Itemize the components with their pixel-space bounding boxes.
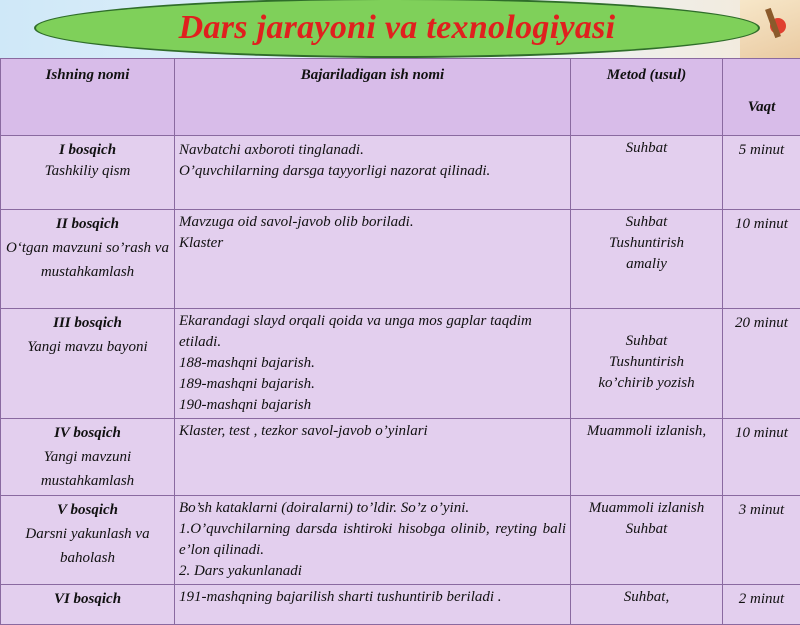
time-value: 2 minut — [727, 587, 796, 610]
stage-cell — [1, 136, 175, 210]
time-cell — [723, 496, 800, 585]
stage-number: II bosqich — [5, 212, 170, 236]
stage-cell — [1, 419, 175, 496]
method-line: Muammoli izlanish, — [575, 421, 718, 442]
table-row — [1, 309, 800, 419]
stage-name: Tashkiliy qism — [5, 161, 170, 182]
time-value: 10 minut — [727, 421, 796, 444]
stage-name: O‘tgan mavzuni so’rash va mustahkamlash — [5, 236, 170, 284]
stage-number: I bosqich — [5, 140, 170, 161]
work-line: Ekarandagi slayd orqali qoida va unga mos gaplar taqdim etiladi. — [179, 311, 566, 353]
work-line: 190-mashqni bajarish — [179, 395, 566, 416]
method-cell — [571, 309, 723, 419]
stage-number: V bosqich — [5, 498, 170, 522]
work-cell — [175, 585, 571, 625]
time-value: 3 minut — [727, 498, 796, 521]
stage-name: Yangi mavzuni mustahkamlash — [5, 445, 170, 493]
work-cell — [175, 210, 571, 309]
method-line: Tushuntirish — [575, 352, 718, 373]
table-row — [1, 136, 800, 210]
method-cell — [571, 419, 723, 496]
time-value: 20 minut — [727, 311, 796, 334]
slide-title: Dars jarayoni va texnologiyasi — [179, 9, 616, 47]
method-line: Suhbat — [575, 331, 718, 352]
work-line: 2. Dars yakunlanadi — [179, 561, 566, 582]
work-cell — [175, 496, 571, 585]
method-line: Suhbat — [575, 519, 718, 540]
work-cell — [175, 419, 571, 496]
lesson-plan-table — [0, 58, 800, 625]
time-cell — [723, 210, 800, 309]
header-stage: Ishning nomi — [1, 59, 175, 136]
work-line: Navbatchi axboroti tinglanadi. — [179, 140, 566, 161]
stage-number: IV bosqich — [5, 421, 170, 445]
work-line: Bo’sh kataklarni (doiralarni) to’ldir. So’z o’yini. — [179, 498, 566, 519]
stage-cell — [1, 585, 175, 625]
method-line: Suhbat — [575, 138, 718, 159]
table-row — [1, 210, 800, 309]
work-line: 188-mashqni bajarish. — [179, 353, 566, 374]
method-cell — [571, 496, 723, 585]
time-cell — [723, 419, 800, 496]
work-line: Klaster, test , tezkor savol-javob o’yinlari — [179, 421, 566, 442]
method-line: ko’chirib yozish — [575, 373, 718, 394]
time-value: 5 minut — [727, 138, 796, 161]
method-cell — [571, 585, 723, 625]
stage-name: Darsni yakunlash va baholash — [5, 522, 170, 570]
work-cell — [175, 309, 571, 419]
stage-number: III bosqich — [5, 311, 170, 335]
stage-cell — [1, 309, 175, 419]
work-cell — [175, 136, 571, 210]
work-line: Mavzuga oid savol-javob olib boriladi. — [179, 212, 566, 233]
method-line: Suhbat, — [575, 587, 718, 608]
stage-cell — [1, 210, 175, 309]
table-header-row — [1, 59, 800, 136]
table-row — [1, 585, 800, 625]
work-line: O’quvchilarning darsga tayyorligi nazorat qilinadi. — [179, 161, 566, 182]
time-cell — [723, 309, 800, 419]
header-method: Metod (usul) — [571, 59, 723, 136]
method-line: Muammoli izlanish — [575, 498, 718, 519]
method-cell — [571, 210, 723, 309]
work-line: 189-mashqni bajarish. — [179, 374, 566, 395]
time-value: 10 minut — [727, 212, 796, 235]
table-row — [1, 496, 800, 585]
stage-number: VI bosqich — [5, 587, 170, 611]
work-line: 191-mashqning bajarilish sharti tushuntirib beriladi . — [179, 587, 566, 608]
method-cell — [571, 136, 723, 210]
stage-name: Yangi mavzu bayoni — [5, 335, 170, 359]
time-cell — [723, 585, 800, 625]
work-line: Klaster — [179, 233, 566, 254]
method-line: Suhbat — [575, 212, 718, 233]
work-line: 1.O’quvchilarning darsda ishtiroki hisobga olinib, reyting bali e’lon qilinadi. — [179, 519, 566, 561]
title-banner — [34, 0, 760, 58]
time-cell — [723, 136, 800, 210]
table-row — [1, 419, 800, 496]
stage-cell — [1, 496, 175, 585]
method-line: Tushuntirish — [575, 233, 718, 254]
header-time: Vaqt — [723, 59, 800, 136]
method-line: amaliy — [575, 254, 718, 275]
header-work: Bajariladigan ish nomi — [175, 59, 571, 136]
